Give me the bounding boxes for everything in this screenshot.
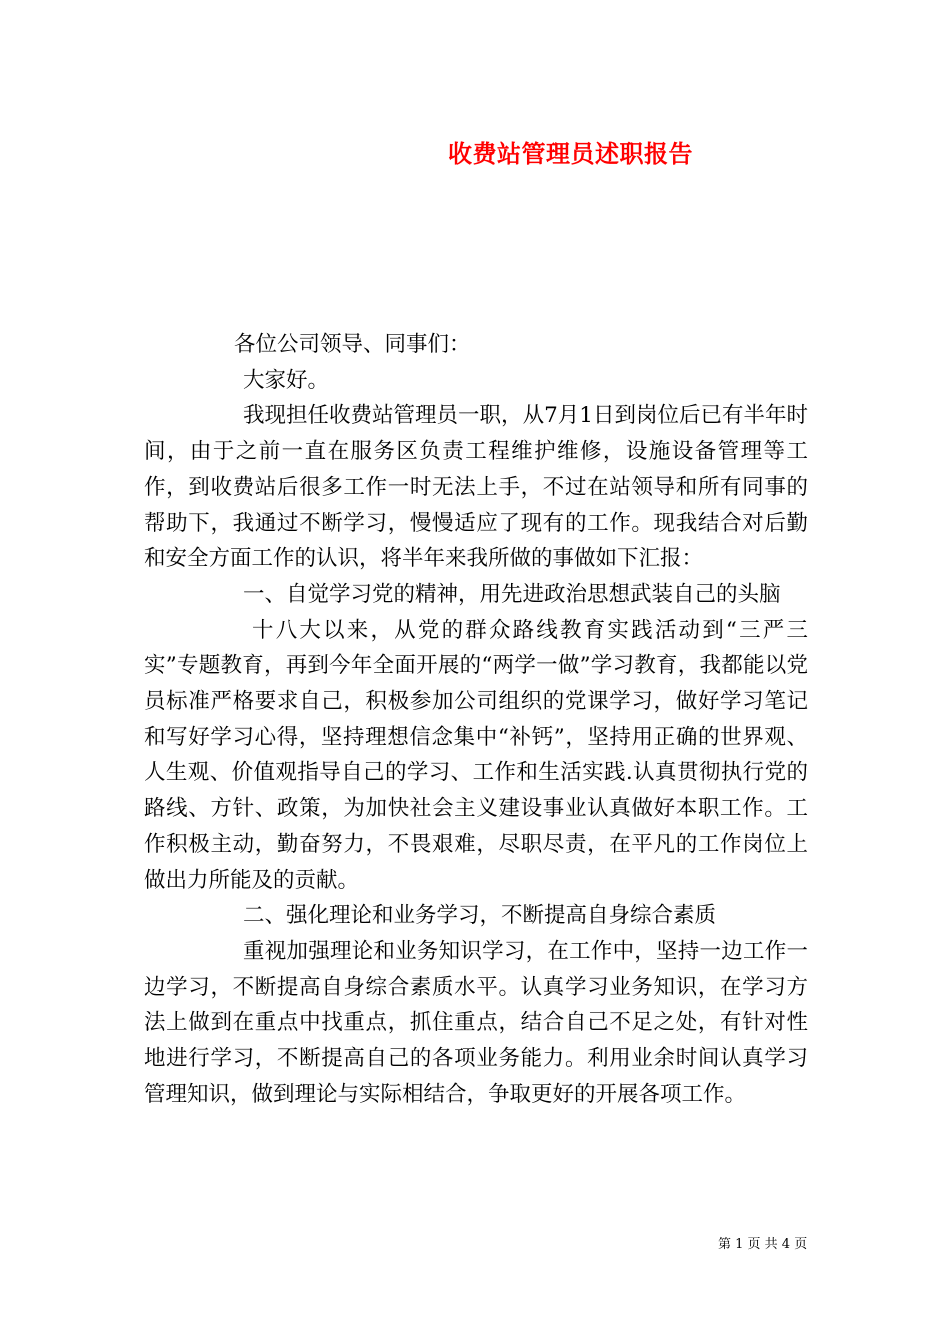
section-1-paragraph: 十八大以来，从党的群众路线教育实践活动到“三严三实”专题教育，再到今年全面开展的“两学一做”学习教育，我都能以党员标准严格要求自己，积极参加公司组织的党课学习，做好学习笔记和写好学习心得，坚持理想信念集中“补钙”，坚持用正确的世界观、人生观、价值观指导自己的学习、工作和生活实践.认真贯彻执行党的路线、方针、政策，为加快社会主义建设事业认真做好本职工作。工作积极主动，勤奋努力，不畏艰难，尽职尽责，在平凡的工作岗位上做出力所能及的贡献。 bbox=[144, 617, 808, 893]
salutation: 大家好。 bbox=[243, 367, 330, 393]
section-2-paragraph: 重视加强理论和业务知识学习，在工作中，坚持一边工作一边学习，不断提高自身综合素质水平。认真学习业务知识，在学习方法上做到在重点中找重点，抓住重点，结合自己不足之处，有针对性地进行学习，不断提高自己的各项业务能力。利用业余时间认真学习管理知识，做到理论与实际相结合，争取更好的开展各项工作。 bbox=[144, 938, 808, 1107]
intro-paragraph: 我现担任收费站管理员一职，从7月1日到岗位后已有半年时间，由于之前一直在服务区负责工程维护维修，设施设备管理等工作，到收费站后很多工作一时无法上手，不过在站领导和所有同事的帮助下，我通过不断学习，慢慢适应了现有的工作。现我结合对后勤和安全方面工作的认识，将半年来我所做的事做如下汇报： bbox=[144, 403, 808, 572]
section-heading-2: 二、强化理论和业务学习，不断提高自身综合素质 bbox=[243, 903, 717, 929]
greeting: 各位公司领导、同事们： bbox=[234, 332, 471, 357]
document-title: 收费站管理员述职报告 bbox=[448, 139, 693, 168]
section-heading-1: 一、自觉学习党的精神，用先进政治思想武装自己的头脑 bbox=[243, 581, 781, 607]
page-footer: 第 1 页 共 4 页 bbox=[718, 1237, 808, 1252]
document-body bbox=[144, 327, 808, 1112]
